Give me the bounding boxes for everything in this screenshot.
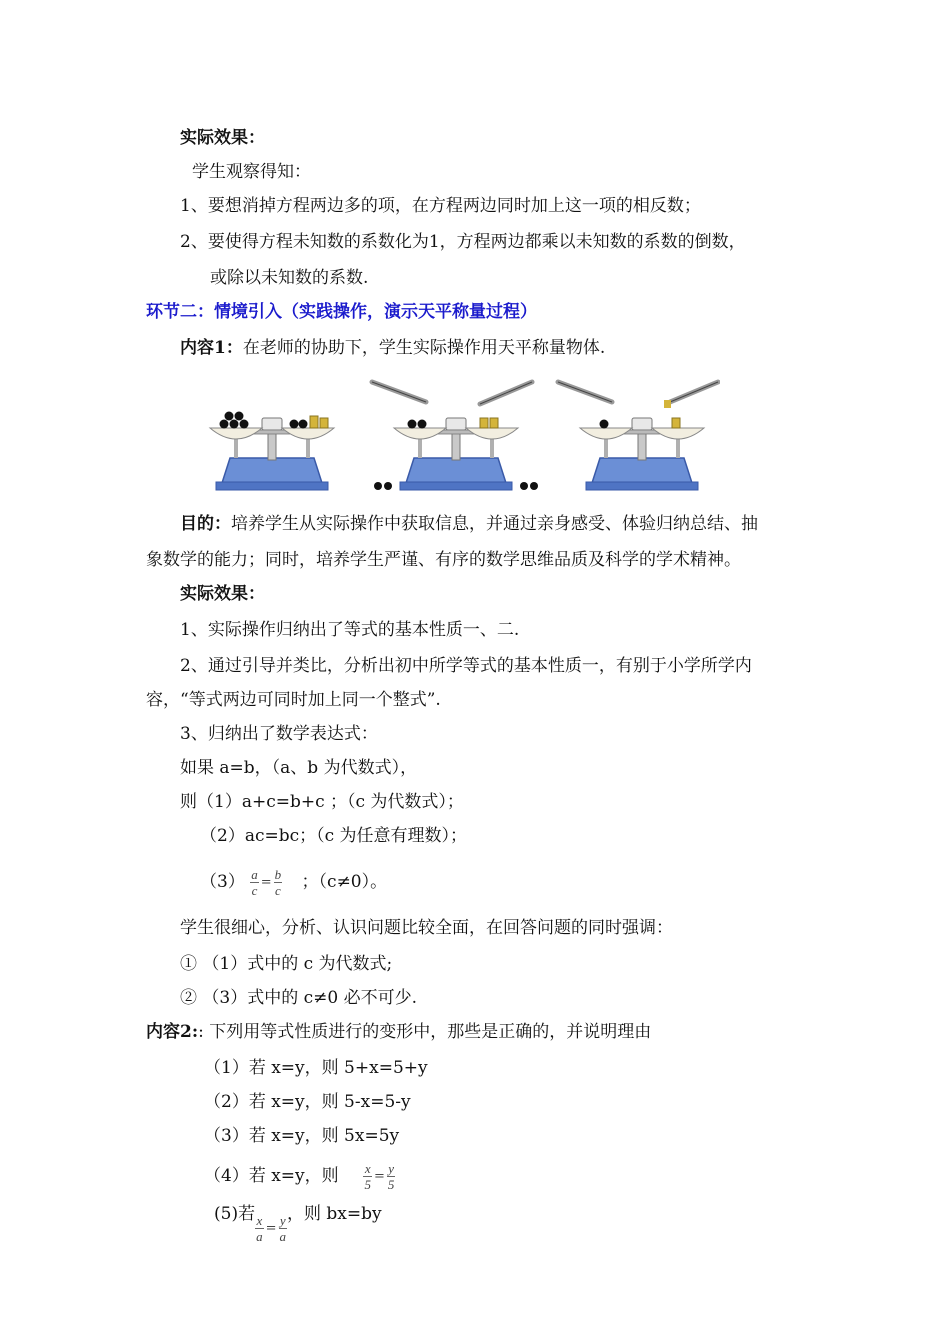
then-2: （2）ac=bc；（c 为任意有理数）； [200,826,468,846]
effect1-item-2b: 或除以未知数的系数. [210,268,369,288]
effect2-item-1: 1、实际操作归纳出了等式的基本性质一、二. [180,620,520,640]
if-line: 如果 a=b，（a、b 为代数式）， [180,758,418,778]
content1-text: 在老师的协助下，学生实际操作用天平称量物体. [242,338,606,358]
effect1-item-2a: 2、要使得方程未知数的系数化为1，方程两边都乘以未知数的系数的倒数， [180,232,746,252]
question-3: （3）若 x=y，则 5x=5y [204,1126,400,1146]
question-5-suffix: ，则 bx=by [287,1204,382,1224]
fraction-b-over-c: $\frac{b}{c}$ [274,867,282,898]
scale-2 [372,382,538,490]
purpose-line-b: 象数学的能力；同时，培养学生严谨、有序的数学思维品质及科学的学术精神。 [146,550,741,570]
then-3: （3） $\frac{a}{c}$ = $\frac{b}{c}$ ；（c≠0）。 [200,867,388,898]
question-5-prefix: (5)若 [214,1204,256,1224]
note-1: ① （1）式中的 c 为代数式; [180,954,393,974]
question-4: （4）若 x=y，则 $\frac{x}{5}$ = $\frac{y}{5}$ [204,1161,395,1192]
balance-scales-figure [200,378,720,498]
fraction-y-over-5: $\frac{y}{5}$ [387,1161,395,1192]
purpose-line-a [180,512,758,536]
question-5: (5)若 $\frac{x}{a}$ = $\frac{y}{a}$ ，则 bx=by [214,1204,382,1244]
then-3-suffix: ；（c≠0）。 [301,872,388,892]
content2-label: 内容2: [146,1022,199,1042]
effect2-item-2b: 容，“等式两边可同时加上同一个整式”. [146,690,441,710]
effect2-item-2a: 2、通过引导并类比，分析出初中所学等式的基本性质一，有别于小学所学内 [180,656,752,676]
fraction-y-over-a: $\frac{y}{a}$ [279,1213,286,1244]
scale-3 [558,382,718,490]
effect-heading-2: 实际效果： [180,584,265,604]
effect2-item-3: 3、归纳出了数学表达式： [180,724,378,744]
purpose-text-a: 培养学生从实际操作中获取信息，并通过亲身感受、体验归纳总结、抽 [231,514,758,534]
content1-label: 内容1： [180,338,243,358]
then-1: 则（1）a+c=b+c ；（c 为代数式）； [180,792,464,812]
content2-line [146,1020,651,1044]
question-2: （2）若 x=y，则 5-x=5-y [204,1092,411,1112]
scale-1 [210,412,334,491]
content2-text: : 下列用等式性质进行的变形中，那些是正确的，并说明理由 [198,1022,652,1042]
fraction-a-over-c: $\frac{a}{c}$ [251,867,258,898]
purpose-label: 目的： [180,514,231,534]
fraction-x-over-5: $\frac{x}{5}$ [364,1161,371,1192]
then-3-prefix: （3） [200,872,245,892]
question-1: （1）若 x=y，则 5+x=5+y [204,1058,428,1078]
careful-line: 学生很细心，分析、认识问题比较全面，在回答问题的同时强调： [180,918,673,938]
section-title-link2: 环节二：情境引入（实践操作，演示天平称量过程） [146,302,537,322]
observe-line: 学生观察得知： [192,162,311,182]
fraction-x-over-a: $\frac{x}{a}$ [256,1213,263,1244]
note-2: ② （3）式中的 c≠0 必不可少. [180,988,418,1008]
question-4-prefix: （4）若 x=y，则 [204,1166,339,1186]
content1-line [180,336,605,360]
effect1-item-1: 1、要想消掉方程两边多的项，在方程两边同时加上这一项的相反数； [180,196,701,216]
effect-heading-1: 实际效果： [180,128,265,148]
